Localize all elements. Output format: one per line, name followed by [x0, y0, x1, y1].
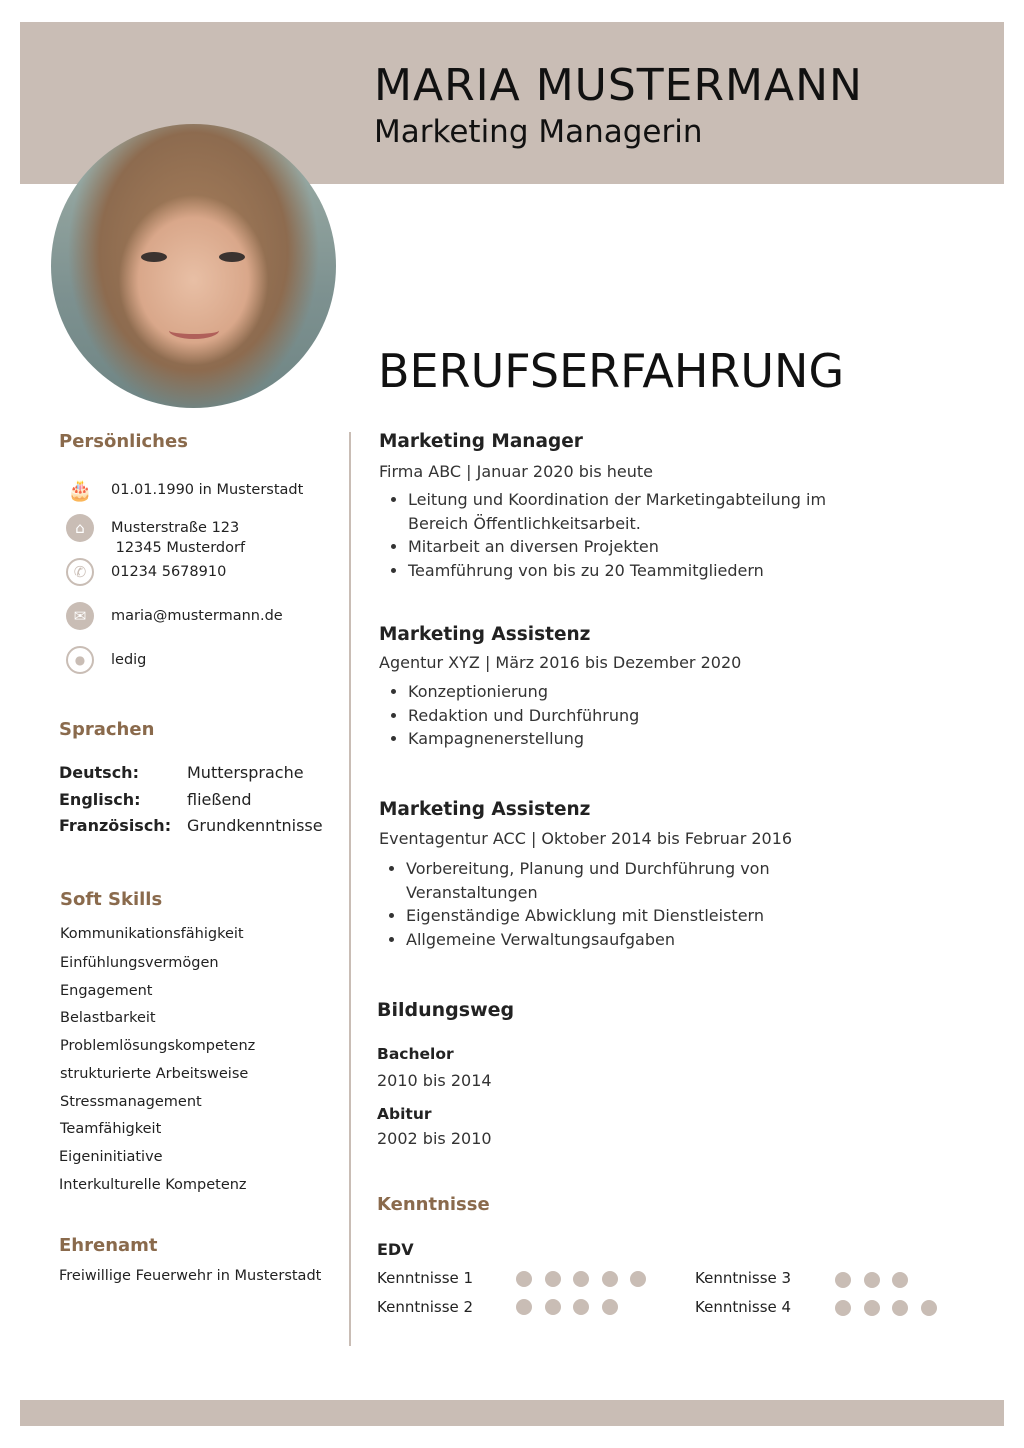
language-row: Deutsch: Muttersprache [59, 763, 304, 782]
soft-skills-heading: Soft Skills [60, 889, 163, 910]
personal-heading: Persönliches [59, 431, 188, 452]
rating-dot [573, 1299, 589, 1315]
phone-text: 01234 5678910 [111, 564, 227, 580]
education-heading: Bildungsweg [377, 999, 515, 1021]
job-company: Firma ABC | Januar 2020 bis heute [379, 462, 653, 481]
soft-skill-item: Einfühlungsvermögen [60, 955, 219, 971]
job-title: Marketing Manager [379, 431, 583, 452]
rating-dot [835, 1300, 851, 1316]
skill-rating [516, 1271, 646, 1287]
address-line1: Musterstraße 123 [111, 520, 240, 536]
job-bullets: • Vorbereitung, Planung und Durchführung von Veranstaltungen • Eigenständige Abwicklung mit Dienstleistern • Allgemeine Verwaltungsaufgaben [384, 857, 786, 951]
rating-dot [892, 1300, 908, 1316]
languages-heading: Sprachen [59, 719, 155, 740]
language-row: Englisch: fließend [59, 790, 252, 809]
rating-dot [892, 1272, 908, 1288]
job-bullets: • Konzeptionierung • Redaktion und Durchführung • Kampagnenerstellung [386, 680, 888, 751]
education-years: 2002 bis 2010 [377, 1129, 492, 1148]
rating-dot [545, 1299, 561, 1315]
skill-rating [835, 1272, 908, 1288]
rating-dot [516, 1271, 532, 1287]
soft-skill-item: Eigeninitiative [59, 1149, 163, 1165]
rating-dot [630, 1271, 646, 1287]
personal-email [66, 602, 283, 630]
skills-subheading: EDV [377, 1240, 414, 1259]
language-row: Französisch: Grundkenntnisse [59, 816, 323, 835]
rating-dot [573, 1271, 589, 1287]
soft-skill-item: Engagement [60, 983, 153, 999]
job-title: Marketing Assistenz [379, 799, 591, 820]
rating-dot [864, 1272, 880, 1288]
skills-heading: Kenntnisse [377, 1194, 490, 1215]
volunteer-heading: Ehrenamt [59, 1235, 158, 1256]
personal-address [66, 514, 246, 556]
skill-label: Kenntnisse 3 [695, 1269, 792, 1287]
personal-birth [66, 476, 304, 504]
skill-label: Kenntnisse 1 [377, 1269, 474, 1287]
status-text: ledig [111, 652, 147, 668]
education-degree: Abitur [377, 1105, 432, 1123]
rating-dot [864, 1300, 880, 1316]
candidate-name: MARIA MUSTERMANN [374, 60, 863, 111]
photo-eye-left [141, 252, 167, 262]
mail-icon: ✉ [66, 602, 94, 630]
soft-skill-item: Belastbarkeit [60, 1010, 156, 1026]
footer-band [20, 1400, 1004, 1426]
job-bullets: • Leitung und Koordination der Marketingabteilung im Bereich Öffentlichkeitsarbeit. • Mitarbeit an diversen Projekten • Teamführung von bis zu 20 Teammitgliedern [386, 488, 888, 582]
rating-dot [602, 1271, 618, 1287]
rating-dot [545, 1271, 561, 1287]
rating-dot [921, 1300, 937, 1316]
volunteer-text: Freiwillige Feuerwehr in Musterstadt [59, 1268, 322, 1284]
column-divider [349, 432, 351, 1346]
candidate-role: Marketing Managerin [374, 114, 703, 150]
rating-dot [602, 1299, 618, 1315]
rating-dot [516, 1299, 532, 1315]
personal-phone [66, 558, 227, 586]
profile-photo [51, 124, 336, 408]
soft-skill-item: Teamfähigkeit [60, 1121, 162, 1137]
education-degree: Bachelor [377, 1045, 454, 1063]
soft-skill-item: Stressmanagement [60, 1094, 202, 1110]
skill-rating [835, 1300, 937, 1316]
skill-label: Kenntnisse 2 [377, 1298, 474, 1316]
soft-skill-item: Interkulturelle Kompetenz [59, 1177, 247, 1193]
birth-text: 01.01.1990 in Musterstadt [111, 482, 304, 498]
education-years: 2010 bis 2014 [377, 1071, 492, 1090]
job-company: Eventagentur ACC | Oktober 2014 bis Februar 2016 [379, 829, 793, 848]
birthday-cake-icon: 🎂 [67, 478, 93, 502]
photo-mouth [169, 322, 219, 339]
soft-skill-item: strukturierte Arbeitsweise [60, 1066, 249, 1082]
address-line2: 12345 Musterdorf [111, 540, 246, 556]
experience-heading: BERUFSERFAHRUNG [378, 344, 845, 398]
skill-label: Kenntnisse 4 [695, 1298, 792, 1316]
person-icon: ● [66, 646, 94, 674]
soft-skill-item: Kommunikationsfähigkeit [60, 926, 244, 942]
phone-icon: ✆ [66, 558, 94, 586]
job-title: Marketing Assistenz [379, 624, 591, 645]
photo-eye-right [219, 252, 245, 262]
personal-status [66, 646, 147, 674]
rating-dot [835, 1272, 851, 1288]
home-icon: ⌂ [66, 514, 94, 542]
soft-skill-item: Problemlösungskompetenz [60, 1038, 256, 1054]
job-company: Agentur XYZ | März 2016 bis Dezember 2020 [379, 653, 742, 672]
email-text[interactable]: maria@mustermann.de [111, 608, 283, 624]
skill-rating [516, 1299, 618, 1315]
